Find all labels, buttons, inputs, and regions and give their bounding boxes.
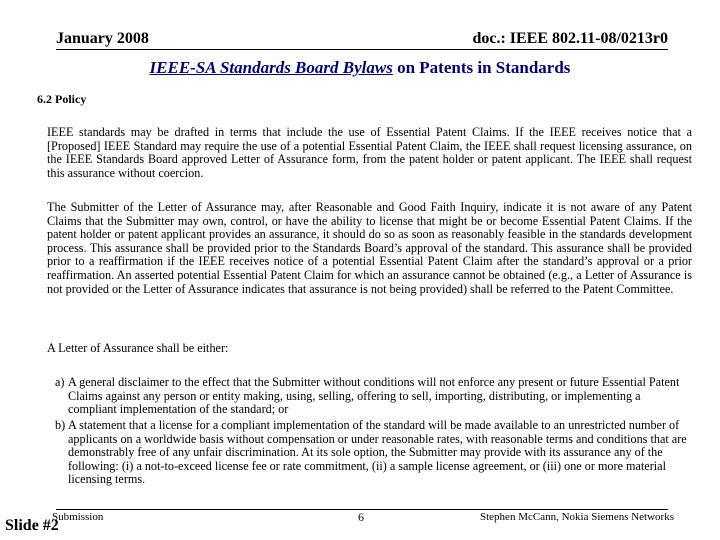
policy-paragraph-3: A Letter of Assurance shall be either: xyxy=(47,341,229,355)
list-item-label: a) xyxy=(55,375,65,389)
footer-author: Stephen McCann, Nokia Siemens Networks xyxy=(480,511,674,523)
bylaws-link[interactable]: IEEE-SA Standards Board Bylaws xyxy=(149,58,393,77)
list-item xyxy=(55,419,690,487)
footer-submission: Submission xyxy=(52,511,104,523)
title-rest: on Patents in Standards xyxy=(392,58,571,77)
slide-number: Slide #2 xyxy=(5,517,59,534)
header-date: January 2008 xyxy=(56,30,149,47)
list-item-text: A statement that a license for a compliant implementation of the standard will be made available to an unrestricted number of applicants on a worldwide basis without compensation or under reasonable rates, with reasonable terms and conditions that are demonstrably free of any unfair discrimination. At its sole option, the Submitter may provide with its assurance any of the following: (i) a not-to-exceed license fee or rate commitment, (ii) a sample license agreement, or (iii) one or more material licensing terms. xyxy=(68,418,687,487)
policy-paragraph-1: IEEE standards may be drafted in terms that include the use of Essential Patent Claims. If the IEEE receives notice that a [Proposed] IEEE Standard may require the use of a potential Essential Patent Claim, the IEEE shall request licensing assurance, on the IEEE Standards Board approved Letter of Assurance form, from the patent holder or patent applicant. The IEEE shall request this assurance without coercion. xyxy=(47,125,692,180)
header-rule xyxy=(56,49,668,50)
footer-page-number: 6 xyxy=(358,510,364,524)
list-item xyxy=(55,376,690,417)
section-heading: 6.2 Policy xyxy=(37,92,87,106)
list-item-text: A general disclaimer to the effect that the Submitter without conditions will not enforce any present or future Essential Patent Claims against any person or entity making, using, selling, offering to sell, importing, distributing, or implementing a compliant implementation of the standard; or xyxy=(68,375,680,417)
page-title xyxy=(0,58,720,78)
policy-paragraph-2: The Submitter of the Letter of Assurance may, after Reasonable and Good Faith Inquiry, indicate it is not aware of any Patent Claims that the Submitter may own, control, or have the ability to license that might be or become Essential Patent Claims. If the patent holder or patent applicant provides an assurance, it should do so as soon as reasonably feasible in the standards development process. This assurance shall be provided prior to the Standards Board’s approval of the standard. This assurance shall be provided prior to a reaffirmation if the IEEE receives notice of a potential Essential Patent Claim after the standard’s approval or a prior reaffirmation. An asserted potential Essential Patent Claim for which an assurance cannot be obtained (e.g., a Letter of Assurance is not provided or the Letter of Assurance indicates that assurance is not being provided) shall be referred to the Patent Committee. xyxy=(47,200,692,296)
list-item-label: b) xyxy=(55,418,66,432)
header-document-number: doc.: IEEE 802.11-08/0213r0 xyxy=(472,30,668,47)
